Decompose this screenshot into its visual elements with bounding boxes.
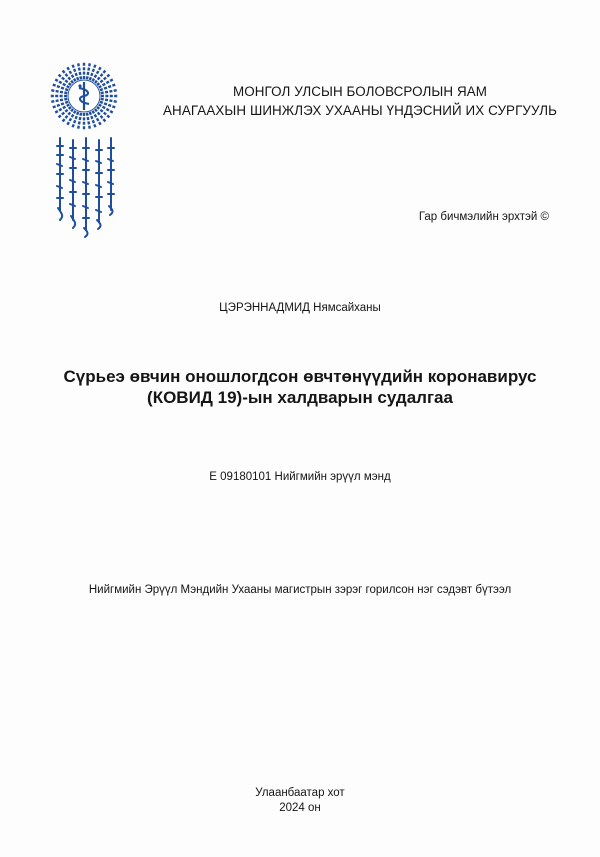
emblem-ray <box>101 99 118 102</box>
city: Улаанбаатар хот <box>255 787 345 799</box>
emblem-ray <box>100 102 116 108</box>
emblem-ray <box>51 90 68 93</box>
emblem-ray <box>87 113 90 130</box>
year: 2024 он <box>279 802 321 814</box>
thesis-title-line-1: Сүрьеэ өвчин оношлогдсон өвчтөнүүдийн коронавирус <box>63 367 537 386</box>
ministry-name: МОНГОЛ УЛСЫН БОЛОВСРОЛЫН ЯАМ <box>232 84 488 99</box>
emblem-ray <box>51 99 68 102</box>
emblem-ray <box>78 113 81 130</box>
rights-notice: Гар бичмэлийн эрхтэй © <box>418 211 549 223</box>
emblem-ray <box>72 112 78 128</box>
emblem-ray <box>72 64 78 80</box>
emblem-ray <box>90 112 96 128</box>
degree-statement: Нийгмийн Эрүүл Мэндийн Ухааны магистрын зэрэг горилсон нэг сэдэвт бүтээл <box>88 584 512 596</box>
author-name: ЦЭРЭННАДМИД Нямсайханы <box>219 302 381 314</box>
emblem-ray <box>78 63 81 80</box>
emblem-ray <box>52 102 68 108</box>
emblem-ray <box>90 64 96 80</box>
university-emblem-icon <box>46 60 122 240</box>
emblem-ray <box>87 63 90 80</box>
emblem-ray <box>101 90 118 93</box>
university-name: АНАГААХЫН ШИНЖЛЭХ УХААНЫ ҮНДЭСНИЙ ИХ СУРГУУЛЬ <box>163 103 557 118</box>
thesis-title-line-2: (КОВИД 19)-ын халдварын судалгаа <box>147 388 453 407</box>
emblem-ray <box>52 84 68 90</box>
emblem-ray <box>100 84 116 90</box>
specialty-code: E 09180101 Нийгмийн эрүүл мэнд <box>209 471 391 483</box>
